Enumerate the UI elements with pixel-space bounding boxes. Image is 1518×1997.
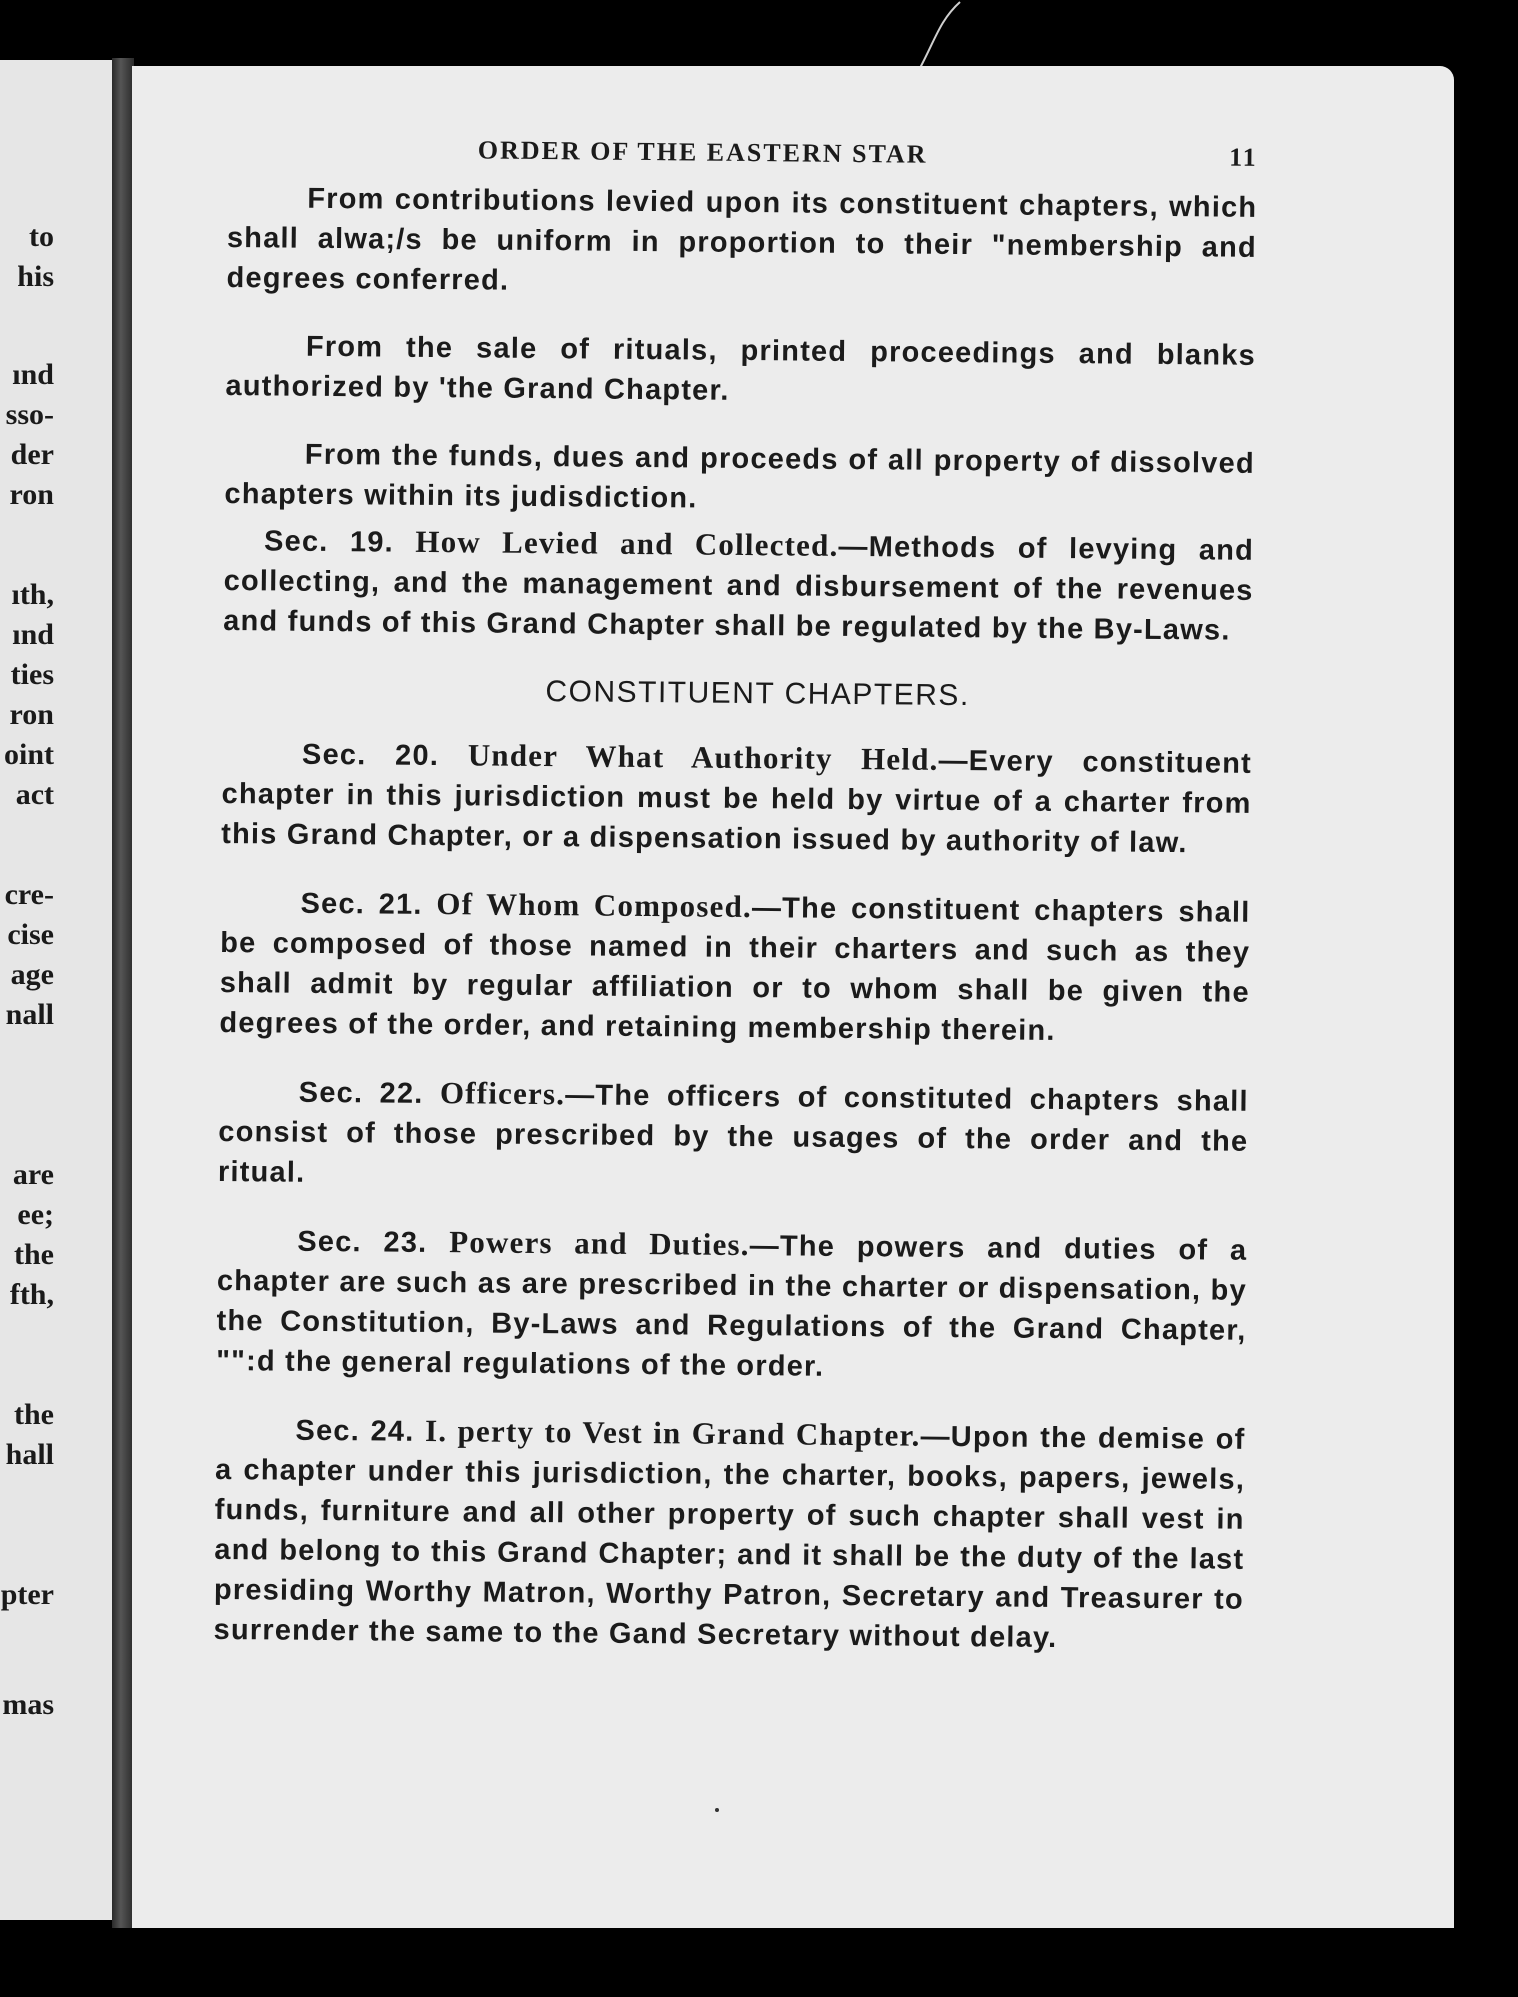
paragraph: From the sale of rituals, printed proceedings and blanks authorized by 'the Grand Chapter. xyxy=(225,330,1257,407)
margin-fragment: pter xyxy=(0,1578,54,1611)
section-23 xyxy=(216,1220,1247,1391)
margin-fragment: ınd xyxy=(12,618,54,651)
margin-fragment: sso- xyxy=(5,398,54,431)
margin-fragment: ınd xyxy=(12,358,54,391)
section-body: —Every constituent chapter in this jurisdiction must be held by virtue of a charter from this Grand Chapter, or a dispensation issued by authority of law. xyxy=(221,744,1253,860)
section-title: Officers. xyxy=(439,1075,566,1112)
section-number: Sec. 22. xyxy=(298,1076,424,1110)
print-speck xyxy=(715,1808,719,1812)
section-number: Sec. 23. xyxy=(297,1225,428,1259)
margin-fragment: ties xyxy=(10,658,54,691)
margin-fragment: fth, xyxy=(9,1278,54,1311)
section-24 xyxy=(213,1409,1245,1660)
paragraph: From contributions levied upon its constituent chapters, which shall alwa;/s be uniform in proportion to their "nembership and degrees conferred. xyxy=(226,182,1258,297)
margin-fragment: to xyxy=(29,220,54,253)
section-title: Powers and Duties. xyxy=(448,1224,750,1263)
margin-fragment: the xyxy=(14,1238,54,1271)
section-title: Of Whom Composed. xyxy=(436,886,753,925)
book-gutter xyxy=(112,58,134,1928)
margin-fragment: act xyxy=(15,778,54,811)
facing-page xyxy=(0,60,112,1920)
section-20 xyxy=(221,733,1252,864)
margin-fragment: mas xyxy=(2,1688,54,1721)
section-body: —The constituent chapters shall be composed of those named in their charters and such as they shall admit by regular affiliation or to whom shall be given the degrees of the order, and retaining membership therein. xyxy=(219,892,1251,1047)
margin-fragment: ron xyxy=(9,478,54,511)
section-body: —Methods of levying and collecting, and the management and disbursement of the revenues and funds of this Grand Chapter shall be regulated by the By-Laws. xyxy=(223,530,1255,647)
section-21 xyxy=(219,882,1250,1053)
section-number: Sec. 19. xyxy=(263,525,395,559)
section-number: Sec. 20. xyxy=(301,738,440,773)
margin-fragment: ee; xyxy=(17,1198,54,1231)
margin-fragment: are xyxy=(12,1158,54,1191)
margin-fragment: ıth, xyxy=(11,578,54,611)
running-head xyxy=(228,128,1258,178)
margin-fragment: nall xyxy=(5,998,54,1031)
margin-fragment: age xyxy=(10,958,54,991)
margin-fragment: his xyxy=(17,260,54,293)
page-text xyxy=(213,128,1258,1688)
section-22 xyxy=(218,1071,1249,1202)
margin-fragment: ron xyxy=(9,698,54,731)
paragraph: From the funds, dues and proceeds of all property of dissolved chapters within its judisdiction. xyxy=(224,438,1255,515)
section-body: —Upon the demise of a chapter under this jurisdiction, the charter, books, papers, jewels, funds, furniture and all other property of such chapter shall vest in and belong to this Grand Chapter; and it shall be the duty of the last presiding Worthy Matron, Worthy Patron, Secretary and Treasurer to surrender the same to the Gand Secretary without delay. xyxy=(213,1420,1246,1655)
section-number: Sec. 24. xyxy=(295,1414,415,1448)
section-19 xyxy=(223,520,1254,651)
paper-curl-mark xyxy=(900,0,980,70)
margin-fragment: hall xyxy=(5,1438,54,1471)
page-number: 11 xyxy=(1229,142,1258,172)
section-body: —The powers and duties of a chapter are such as are prescribed in the charter or dispensation, by the Constitution, By-Laws and Regulations of the Grand Chapter, "":d the general regulations of the order. xyxy=(216,1230,1248,1383)
running-title: ORDER OF THE EASTERN STAR xyxy=(477,135,928,169)
margin-fragment: the xyxy=(14,1398,54,1431)
section-number: Sec. 21. xyxy=(300,887,423,921)
section-title: I. perty to Vest in Grand Chapter. xyxy=(424,1412,921,1453)
section-body: —The officers of constituted chapters shall consist of those prescribed by the usages of the order and the ritual. xyxy=(217,1079,1249,1189)
section-title: How Levied and Collected. xyxy=(415,523,839,563)
margin-fragment: cre- xyxy=(4,878,54,911)
section-title: Under What Authority Held. xyxy=(467,737,939,777)
margin-fragment: oint xyxy=(3,738,54,771)
section-heading: CONSTITUENT CHAPTERS. xyxy=(545,675,970,713)
margin-fragment: cise xyxy=(7,918,54,951)
margin-fragment: der xyxy=(10,438,54,471)
